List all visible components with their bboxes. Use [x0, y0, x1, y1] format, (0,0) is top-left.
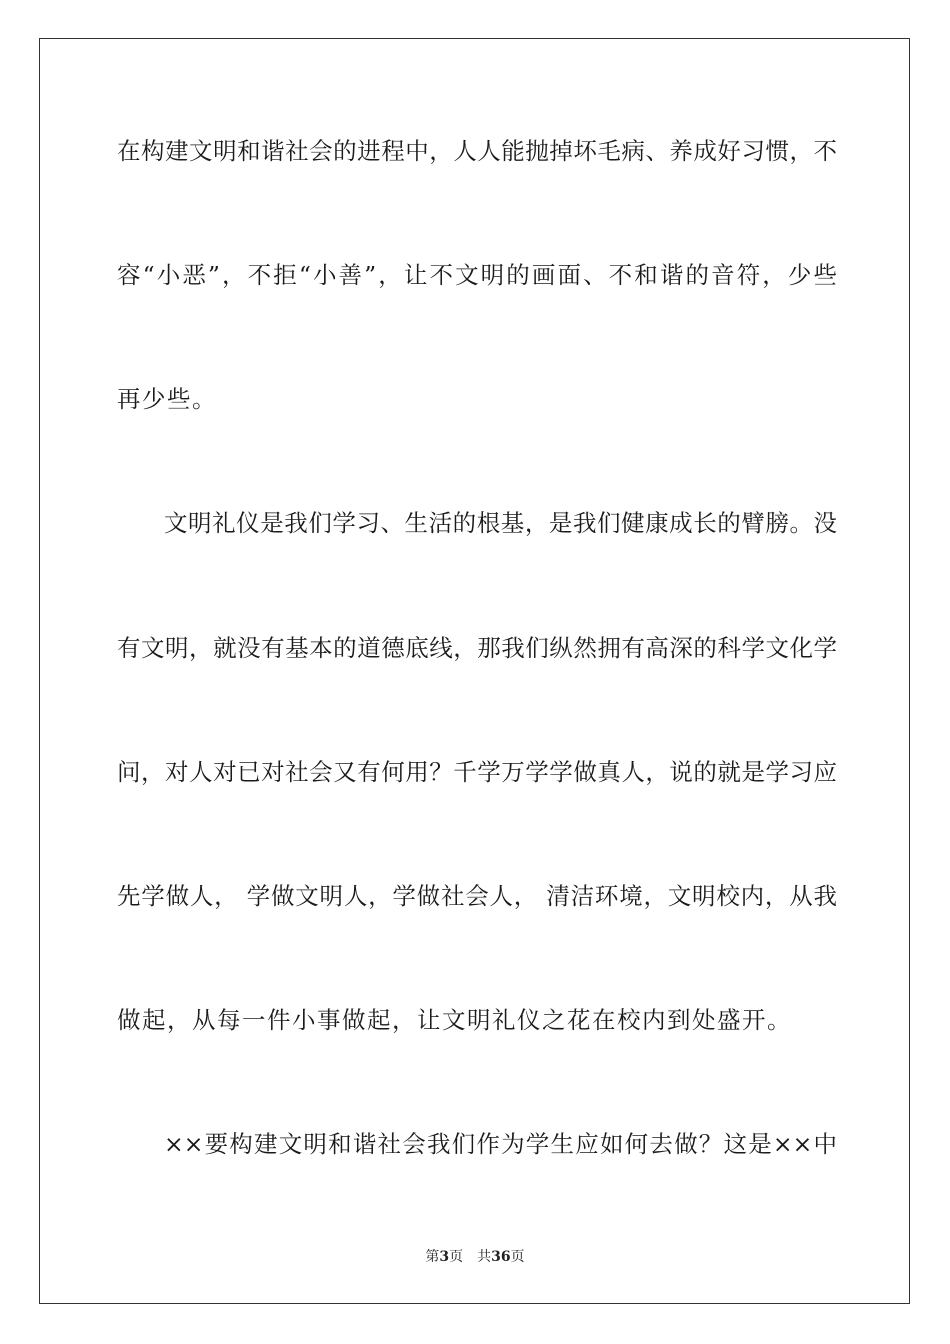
body-line-1: 在构建文明和谐社会的进程中，人人能抛掉坏毛病、养成好习惯，不 — [117, 137, 837, 165]
body-line-4: 文明礼仪是我们学习、生活的根基，是我们健康成长的臂膀。没 — [164, 509, 837, 537]
footer-page-suffix: 页 — [449, 1249, 464, 1265]
footer-page-current: 3 — [439, 1249, 450, 1265]
footer-page-total: 36 — [491, 1249, 511, 1265]
body-line-3: 再少些。 — [117, 385, 217, 413]
body-line-6: 问，对人对已对社会又有何用？千学万学学做真人，说的就是学习应 — [117, 758, 837, 786]
footer-page-prefix: 第 — [425, 1249, 440, 1265]
page-border — [39, 38, 910, 1304]
body-line-9: ××要构建文明和谐社会我们作为学生应如何去做？这是××中 — [164, 1130, 837, 1158]
page-footer — [0, 1248, 950, 1266]
body-line-8: 做起，从每一件小事做起，让文明礼仪之花在校内到处盛开。 — [117, 1006, 792, 1034]
body-line-2: 容“小恶”，不拒“小善”，让不文明的画面、不和谐的音符，少些 — [117, 261, 837, 289]
body-line-7: 先学做人， 学做文明人，学做社会人， 清洁环境，文明校内，从我 — [117, 882, 837, 910]
footer-total-prefix: 共 — [477, 1249, 492, 1265]
footer-total-suffix: 页 — [510, 1249, 525, 1265]
body-line-5: 有文明，就没有基本的道德底线，那我们纵然拥有高深的科学文化学 — [117, 634, 837, 662]
